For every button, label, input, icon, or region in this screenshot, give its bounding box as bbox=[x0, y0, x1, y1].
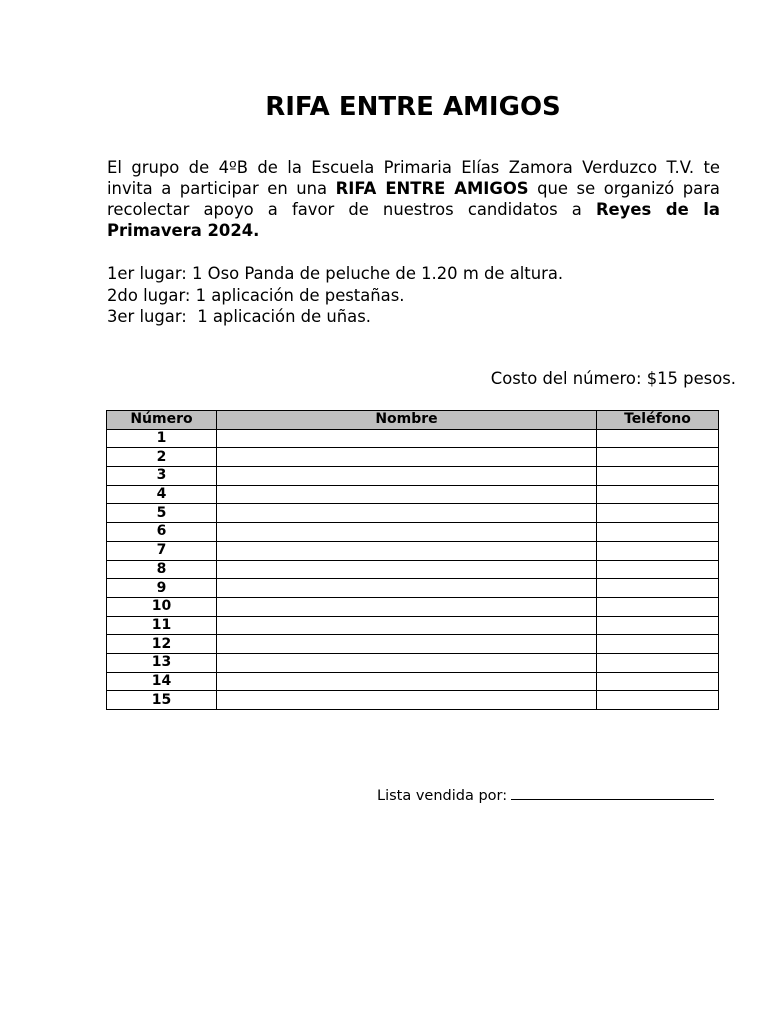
row-number: 11 bbox=[107, 616, 217, 635]
row-name-cell bbox=[217, 579, 597, 598]
table-row bbox=[107, 448, 719, 467]
row-phone-cell bbox=[597, 541, 719, 560]
table-row bbox=[107, 691, 719, 710]
row-number: 15 bbox=[107, 691, 217, 710]
row-name-cell bbox=[217, 597, 597, 616]
row-name-cell bbox=[217, 635, 597, 654]
header-name: Nombre bbox=[217, 411, 597, 430]
row-phone-cell bbox=[597, 616, 719, 635]
row-number: 4 bbox=[107, 485, 217, 504]
row-number: 9 bbox=[107, 579, 217, 598]
header-number: Número bbox=[107, 411, 217, 430]
intro-bold-raffle: RIFA ENTRE AMIGOS bbox=[335, 179, 529, 198]
row-number: 12 bbox=[107, 635, 217, 654]
row-phone-cell bbox=[597, 579, 719, 598]
row-phone-cell bbox=[597, 467, 719, 486]
prize-list bbox=[107, 263, 720, 328]
row-name-cell bbox=[217, 672, 597, 691]
raffle-table-body bbox=[107, 429, 719, 709]
row-phone-cell bbox=[597, 597, 719, 616]
prize-second: 2do lugar: 1 aplicación de pestañas. bbox=[107, 285, 405, 305]
row-phone-cell bbox=[597, 653, 719, 672]
row-number: 8 bbox=[107, 560, 217, 579]
intro-text-1: El grupo de 4ºB de la Escuela Primaria Elías Zamora Verduzco T.V. te invita a participar en una bbox=[107, 158, 720, 198]
row-name-cell bbox=[217, 616, 597, 635]
ticket-cost: Costo del número: $15 pesos. bbox=[490, 369, 736, 388]
table-row bbox=[107, 541, 719, 560]
prize-first: 1er lugar: 1 Oso Panda de peluche de 1.20 m de altura. bbox=[107, 264, 564, 283]
row-number: 10 bbox=[107, 597, 217, 616]
row-name-cell bbox=[217, 541, 597, 560]
row-phone-cell bbox=[597, 560, 719, 579]
row-number: 5 bbox=[107, 504, 217, 523]
intro-bold-event: Reyes de la Primavera 2024. bbox=[107, 200, 720, 240]
intro-text-2: que se organizó para recolectar apoyo a favor de nuestros candidatos a bbox=[107, 179, 720, 219]
document-title: RIFA ENTRE AMIGOS bbox=[265, 92, 561, 122]
row-number: 13 bbox=[107, 653, 217, 672]
row-phone-cell bbox=[597, 448, 719, 467]
row-number: 2 bbox=[107, 448, 217, 467]
row-name-cell bbox=[217, 653, 597, 672]
row-number: 14 bbox=[107, 672, 217, 691]
row-phone-cell bbox=[597, 429, 719, 448]
row-phone-cell bbox=[597, 672, 719, 691]
table-row bbox=[107, 616, 719, 635]
seller-blank-line bbox=[511, 785, 714, 800]
table-row bbox=[107, 653, 719, 672]
row-phone-cell bbox=[597, 635, 719, 654]
row-name-cell bbox=[217, 523, 597, 542]
row-phone-cell bbox=[597, 523, 719, 542]
intro-paragraph bbox=[107, 157, 720, 241]
prize-third: 3er lugar: 1 aplicación de uñas. bbox=[107, 307, 371, 326]
row-number: 6 bbox=[107, 523, 217, 542]
row-phone-cell bbox=[597, 485, 719, 504]
table-row bbox=[107, 635, 719, 654]
row-name-cell bbox=[217, 485, 597, 504]
row-name-cell bbox=[217, 429, 597, 448]
header-phone: Teléfono bbox=[597, 411, 719, 430]
table-row bbox=[107, 672, 719, 691]
raffle-table bbox=[106, 410, 719, 710]
table-row bbox=[107, 597, 719, 616]
row-name-cell bbox=[217, 448, 597, 467]
table-row bbox=[107, 523, 719, 542]
table-row bbox=[107, 579, 719, 598]
seller-label: Lista vendida por: bbox=[377, 788, 508, 804]
row-name-cell bbox=[217, 467, 597, 486]
table-header-row bbox=[107, 411, 719, 430]
seller-line bbox=[377, 785, 714, 806]
row-name-cell bbox=[217, 691, 597, 710]
row-name-cell bbox=[217, 504, 597, 523]
row-number: 7 bbox=[107, 541, 217, 560]
row-name-cell bbox=[217, 560, 597, 579]
row-phone-cell bbox=[597, 504, 719, 523]
row-number: 3 bbox=[107, 467, 217, 486]
table-row bbox=[107, 429, 719, 448]
table-row bbox=[107, 504, 719, 523]
table-row bbox=[107, 560, 719, 579]
row-number: 1 bbox=[107, 429, 217, 448]
row-phone-cell bbox=[597, 691, 719, 710]
table-row bbox=[107, 467, 719, 486]
table-row bbox=[107, 485, 719, 504]
